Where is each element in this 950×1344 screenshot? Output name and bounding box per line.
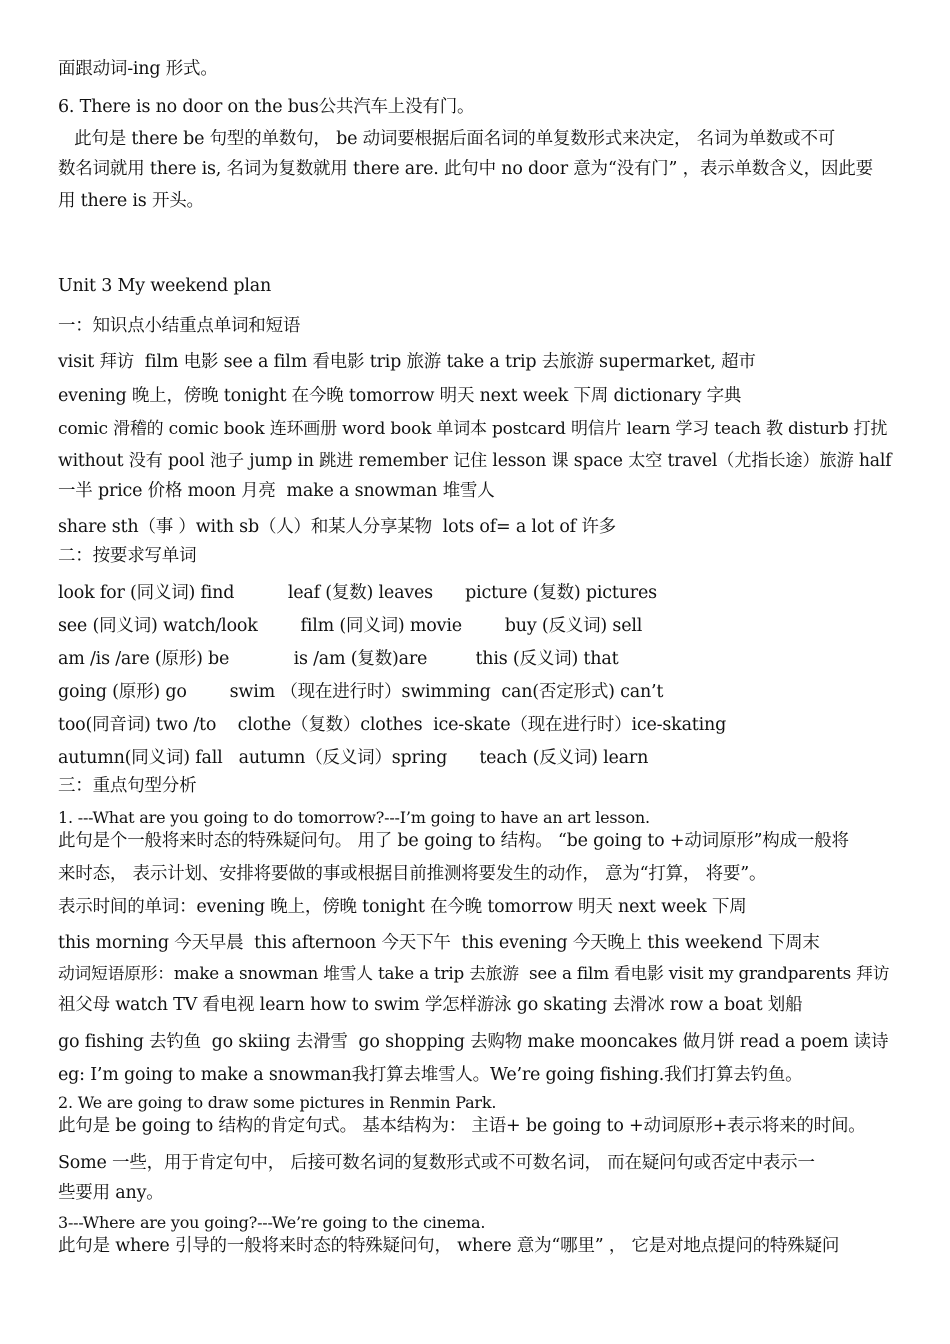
text-line: 祖父母 watch TV 看电视 learn how to swim 学怎样游泳 go skating 去滑冰 row a boat 划船 <box>58 995 803 1015</box>
text-line: 来时态， 表示计划、安排将要做的事或根据目前推测将要发生的动作， 意为“打算， 将要”。 <box>58 864 767 884</box>
text-line: without 没有 pool 池子 jump in 跳进 remember 记住 lesson 课 space 太空 travel（尤指长途）旅游 half <box>58 451 892 471</box>
text-line: 1. ---What are you going to do tomorrow?---I’m going to have an art lesson. <box>58 808 650 827</box>
text-line: too(同音词) two /to clothe（复数）clothes ice-skate（现在进行时）ice-skating <box>58 715 727 735</box>
text-line: Some 一些，用于肯定句中， 后接可数名词的复数形式或不可数名词， 而在疑问句或否定中表示一 <box>58 1153 815 1173</box>
text-line: evening 晚上，傍晚 tonight 在今晚 tomorrow 明天 next week 下周 dictionary 字典 <box>58 386 742 406</box>
text-line: comic 滑稽的 comic book 连环画册 word book 单词本 postcard 明信片 learn 学习 teach 教 disturb 打扰 <box>58 419 888 439</box>
text-line: 一半 price 价格 moon 月亮 make a snowman 堆雪人 <box>58 481 495 501</box>
section-heading: 二：按要求写单词 <box>58 546 197 566</box>
text-line: 此句是 where 引导的一般将来时态的特殊疑问句， where 意为“哪里” ， 它是对地点提问的特殊疑问 <box>58 1236 840 1256</box>
text-line: 此句是 there be 句型的单数句， be 动词要根据后面名词的单复数形式来决定， 名词为单数或不可 <box>58 129 836 149</box>
text-line: 数名词就用 there is, 名词为复数就用 there are. 此句中 no door 意为“没有门” ，表示单数含义，因此要 <box>58 159 873 179</box>
text-line: eg: I’m going to make a snowman我打算去堆雪人。We’re going fishing.我们打算去钓鱼。 <box>58 1065 803 1085</box>
text-line: autumn(同义词) fall autumn（反义词）spring teach (反义词) learn <box>58 748 649 768</box>
text-line: going (原形) go swim （现在进行时）swimming can(否定形式) can’t <box>58 682 664 702</box>
section-heading: 一：知识点小结重点单词和短语 <box>58 316 301 336</box>
text-line: 3---Where are you going?---We’re going to the cinema. <box>58 1213 486 1232</box>
section-heading: 三：重点句型分析 <box>58 776 197 796</box>
text-line: 动词短语原形：make a snowman 堆雪人 take a trip 去旅游 see a film 看电影 visit my grandparents 拜访 <box>58 963 890 983</box>
unit-title: Unit 3 My weekend plan <box>58 276 272 296</box>
text-line: 面跟动词-ing 形式。 <box>58 59 218 79</box>
text-line: share sth（事 ）with sb（人）和某人分享某物 lots of= a lot of 许多 <box>58 517 616 537</box>
text-line: 2. We are going to draw some pictures in Renmin Park. <box>58 1093 497 1112</box>
text-line: 表示时间的单词：evening 晚上，傍晚 tonight 在今晚 tomorrow 明天 next week 下周 <box>58 897 747 917</box>
text-line: 此句是 be going to 结构的肯定句式。 基本结构为： 主语+ be going to +动词原形+表示将来的时间。 <box>58 1116 866 1136</box>
text-line: 此句是个一般将来时态的特殊疑问句。 用了 be going to 结构。 “be going to +动词原形”构成一般将 <box>58 831 849 851</box>
text-line: am /is /are (原形) be is /am (复数)are this (反义词) that <box>58 649 619 669</box>
text-line: this morning 今天早晨 this afternoon 今天下午 this evening 今天晚上 this weekend 下周末 <box>58 933 820 953</box>
text-line: visit 拜访 film 电影 see a film 看电影 trip 旅游 take a trip 去旅游 supermarket, 超市 <box>58 352 756 372</box>
text-line: 些要用 any。 <box>58 1183 164 1203</box>
text-line: see (同义词) watch/look film (同义词) movie buy (反义词) sell <box>58 616 643 636</box>
text-line: go fishing 去钓鱼 go skiing 去滑雪 go shopping 去购物 make mooncakes 做月饼 read a poem 读诗 <box>58 1032 889 1052</box>
text-line: 用 there is 开头。 <box>58 191 204 211</box>
text-line: look for (同义词) find leaf (复数) leaves picture (复数) pictures <box>58 583 657 603</box>
text-line: 6. There is no door on the bus公共汽车上没有门。 <box>58 97 475 117</box>
